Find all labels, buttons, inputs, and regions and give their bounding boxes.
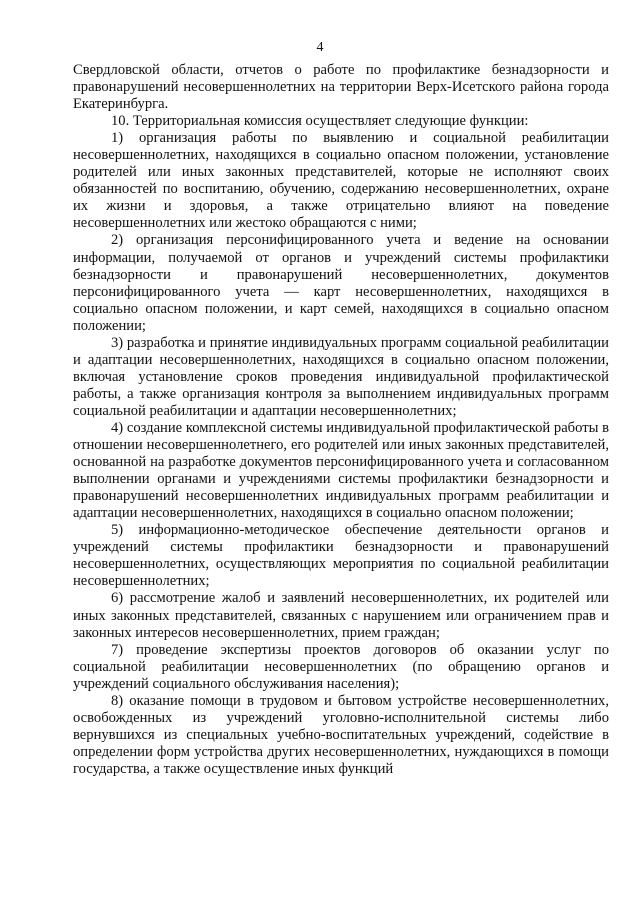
paragraph: 6) рассмотрение жалоб и заявлений несовершеннолетних, их родителей или иных законных представителей, связанных с нарушением или ограничением прав и законных интересов несовершеннолетних, прием граждан;: [73, 590, 609, 641]
paragraph: 10. Территориальная комиссия осуществляет следующие функции:: [111, 113, 529, 130]
paragraph: 7) проведение экспертизы проектов договоров об оказании услуг по социальной реабилитации несовершеннолетних (по обращению органов и учреждений социального обслуживания населения);: [73, 641, 609, 692]
paragraph: 4) создание комплексной системы индивидуальной профилактической работы в отношении несовершеннолетнего, его родителей или иных законных представителей, основанной на разработке документов персонифицированного учета и согласованном выполнении органами и учреждениями системы профилактики безнадзорности и правонарушений несовершеннолетних индивидуальных программ реабилитации и адаптации несовершеннолетних, находящихся в социально опасном положении;: [73, 419, 609, 522]
paragraph: 2) организация персонифицированного учета и ведение на основании информации, получаемой от органов и учреждений системы профилактики безнадзорности и правонарушений несовершеннолетних, документов персонифицированного учета — карт несовершеннолетних, находящихся в социально опасном положении, и карт семей, находящихся в социально опасном положении;: [73, 232, 609, 334]
paragraph: Свердловской области, отчетов о работе по профилактике безнадзорности и правонарушений несовершеннолетних на территории Верх-Исетского района города Екатеринбурга.: [73, 62, 609, 113]
document-body: [73, 62, 609, 778]
paragraph: 8) оказание помощи в трудовом и бытовом устройстве несовершеннолетних, освобожденных из учреждений уголовно-исполнительной системы либо вернувшихся из специальных учебно-воспитательных учреждений, содействие в определении форм устройства других несовершеннолетних, нуждающихся в помощи государства, а также осуществление иных функций: [73, 692, 609, 777]
page-number: 4: [316, 40, 324, 55]
paragraph: 3) разработка и принятие индивидуальных программ социальной реабилитации и адаптации несовершеннолетних, находящихся в социально опасном положении, включая установление сроков проведения индивидуальной профилактической работы, а также организация контроля за выполнением индивидуальных программ социальной реабилитации и адаптации несовершеннолетних;: [73, 334, 609, 419]
paragraph: 1) организация работы по выявлению и социальной реабилитации несовершеннолетних, находящихся в социально опасном положении, установление родителей или иных законных представителей, которые не исполняют своих обязанностей по воспитанию, обучению, содержанию несовершеннолетних, охране их жизни и здоровья, а также отрицательно влияют на поведение несовершеннолетних или жестоко обращаются с ними;: [73, 130, 609, 232]
paragraph: 5) информационно-методическое обеспечение деятельности органов и учреждений системы профилактики безнадзорности и правонарушений несовершеннолетних, осуществляющих мероприятия по социальной реабилитации несовершеннолетних;: [73, 522, 609, 590]
